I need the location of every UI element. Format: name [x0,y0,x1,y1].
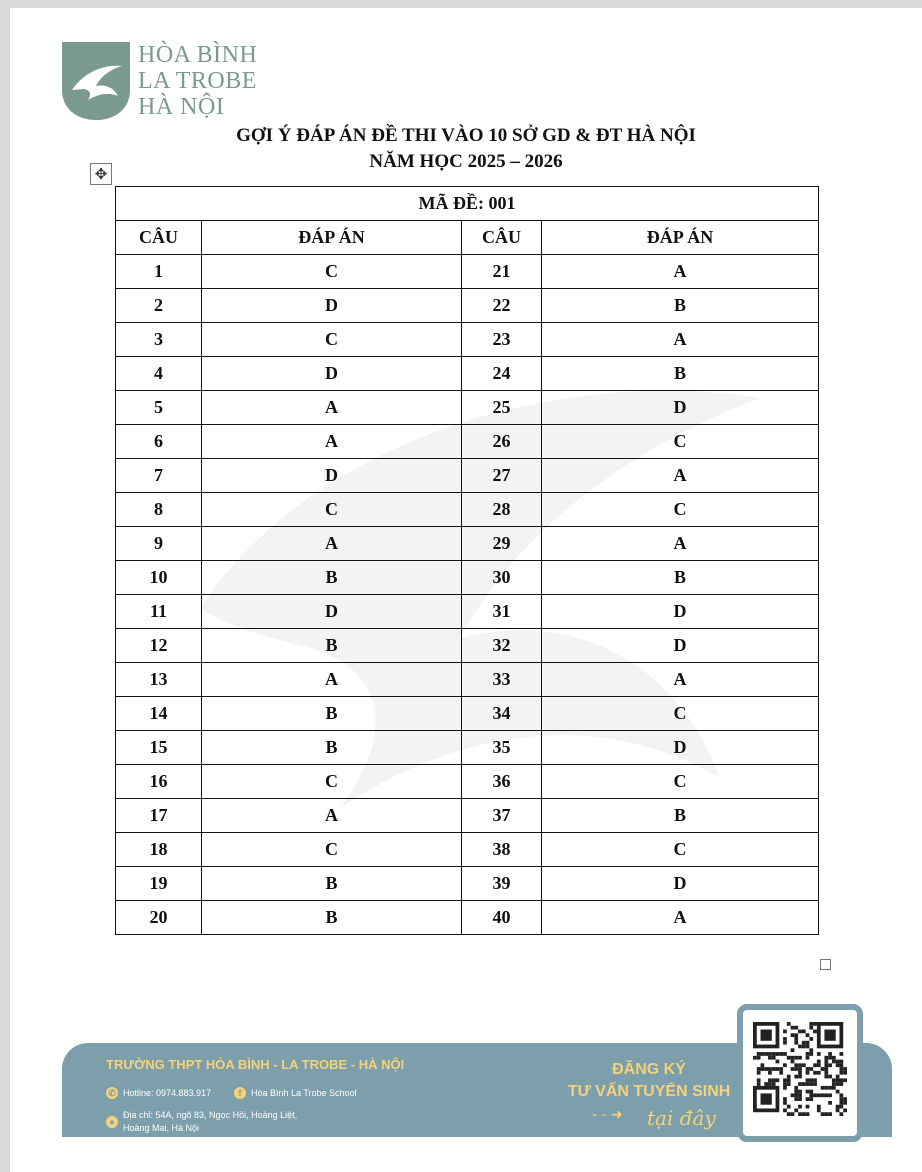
answer-cell: B [202,697,462,731]
question-number-cell: 35 [462,731,542,765]
answer-cell: A [202,527,462,561]
table-row [116,799,819,833]
logo-line-1: HÒA BÌNH [138,42,258,68]
answer-cell: B [542,357,819,391]
answer-rows [116,255,819,935]
question-number-cell: 11 [116,595,202,629]
answer-cell: A [202,799,462,833]
question-number-cell: 32 [462,629,542,663]
document-title: GỢI Ý ĐÁP ÁN ĐỀ THI VÀO 10 SỞ GD & ĐT HÀ NỘI [236,125,696,146]
question-number-cell: 38 [462,833,542,867]
location-pin-icon: ● [106,1116,118,1128]
question-number-cell: 10 [116,561,202,595]
header-row [116,221,819,255]
answer-cell: B [202,867,462,901]
table-row [116,561,819,595]
hotline-text: Hotline: 0974.883.917 [123,1088,212,1098]
answer-cell: C [542,493,819,527]
question-number-cell: 24 [462,357,542,391]
question-number-cell: 36 [462,765,542,799]
answer-cell: B [202,731,462,765]
address-line-2: Hoàng Mai, Hà Nội [123,1123,200,1133]
footer-school-name: TRƯỜNG THPT HÒA BÌNH - LA TROBE - HÀ NỘI [106,1057,405,1072]
answer-cell: B [542,289,819,323]
cta-consult: TƯ VẤN TUYỂN SINH [567,1083,731,1100]
arrow-right-icon: - - ➜ [592,1107,623,1123]
question-number-cell: 33 [462,663,542,697]
answer-cell: C [202,833,462,867]
question-number-cell: 37 [462,799,542,833]
answer-cell: A [542,663,819,697]
footer-address [106,1109,297,1135]
table-row [116,391,819,425]
logo-text [138,42,257,120]
question-number-cell: 25 [462,391,542,425]
question-number-cell: 3 [116,323,202,357]
answer-cell: C [202,765,462,799]
table-row [116,629,819,663]
header-question-2: CÂU [462,221,542,255]
question-number-cell: 28 [462,493,542,527]
answer-cell: D [542,595,819,629]
answer-cell: D [542,391,819,425]
answer-cell: A [202,391,462,425]
cta-register: ĐĂNG KÝ [612,1061,686,1078]
header-answer-2: ĐÁP ÁN [542,221,819,255]
answer-cell: B [542,561,819,595]
table-row [116,255,819,289]
answer-cell: C [202,255,462,289]
question-number-cell: 29 [462,527,542,561]
answer-cell: D [202,289,462,323]
table-resize-handle[interactable] [820,959,831,970]
logo-line-2: LA TROBE [138,68,257,94]
question-number-cell: 20 [116,901,202,935]
question-number-cell: 8 [116,493,202,527]
question-number-cell: 15 [116,731,202,765]
answer-cell: D [542,867,819,901]
question-number-cell: 34 [462,697,542,731]
table-row [116,527,819,561]
school-year: NĂM HỌC 2025 – 2026 [369,151,563,172]
table-row [116,901,819,935]
table-row [116,289,819,323]
question-number-cell: 14 [116,697,202,731]
answer-cell: B [202,901,462,935]
phone-icon: ✆ [106,1087,118,1099]
question-number-cell: 19 [116,867,202,901]
question-number-cell: 6 [116,425,202,459]
table-row [116,765,819,799]
footer-facebook [234,1087,357,1099]
exam-code-row [116,187,819,221]
question-number-cell: 40 [462,901,542,935]
table-row [116,323,819,357]
answer-cell: C [542,833,819,867]
question-number-cell: 31 [462,595,542,629]
answer-cell: C [542,425,819,459]
question-number-cell: 2 [116,289,202,323]
table-row [116,867,819,901]
question-number-cell: 1 [116,255,202,289]
question-number-cell: 21 [462,255,542,289]
question-number-cell: 17 [116,799,202,833]
answer-cell: D [202,357,462,391]
qr-code-card[interactable] [737,1004,863,1142]
address-line-1: Địa chỉ: 54A, ngõ 83, Ngọc Hồi, Hoàng Liệt, [123,1110,298,1120]
table-row [116,697,819,731]
answer-table [115,186,819,935]
table-row [116,595,819,629]
answer-cell: B [202,561,462,595]
table-row [116,731,819,765]
question-number-cell: 27 [462,459,542,493]
answer-cell: A [202,663,462,697]
question-number-cell: 39 [462,867,542,901]
answer-cell: A [542,459,819,493]
qr-code-icon[interactable] [753,1022,847,1116]
school-logo [62,42,257,120]
question-number-cell: 7 [116,459,202,493]
logo-line-3: HÀ NỘI [138,94,225,120]
question-number-cell: 16 [116,765,202,799]
answer-cell: A [542,255,819,289]
question-number-cell: 13 [116,663,202,697]
table-row [116,663,819,697]
answer-cell: C [202,493,462,527]
header-question-1: CÂU [116,221,202,255]
facebook-text: Hòa Bình La Trobe School [251,1088,357,1098]
answer-cell: A [542,323,819,357]
answer-cell: A [542,901,819,935]
document-page [10,8,922,1172]
answer-cell: B [202,629,462,663]
question-number-cell: 22 [462,289,542,323]
answer-cell: C [542,765,819,799]
answer-cell: A [542,527,819,561]
answer-cell: C [202,323,462,357]
answer-cell: D [202,459,462,493]
answer-cell: C [542,697,819,731]
question-number-cell: 4 [116,357,202,391]
exam-code: MÃ ĐỀ: 001 [116,187,819,221]
table-row [116,425,819,459]
table-row [116,459,819,493]
answer-cell: A [202,425,462,459]
question-number-cell: 23 [462,323,542,357]
footer-hotline [106,1087,211,1099]
question-number-cell: 30 [462,561,542,595]
header-answer-1: ĐÁP ÁN [202,221,462,255]
answer-cell: D [542,629,819,663]
question-number-cell: 9 [116,527,202,561]
question-number-cell: 12 [116,629,202,663]
question-number-cell: 18 [116,833,202,867]
question-number-cell: 26 [462,425,542,459]
answer-cell: D [542,731,819,765]
table-row [116,833,819,867]
cta-here: tại đây [647,1106,716,1130]
table-row [116,357,819,391]
table-row [116,493,819,527]
facebook-icon: f [234,1087,246,1099]
answer-cell: B [542,799,819,833]
bird-logo-icon [62,42,130,120]
question-number-cell: 5 [116,391,202,425]
answer-cell: D [202,595,462,629]
table-move-handle-icon[interactable]: ✥ [90,163,112,185]
